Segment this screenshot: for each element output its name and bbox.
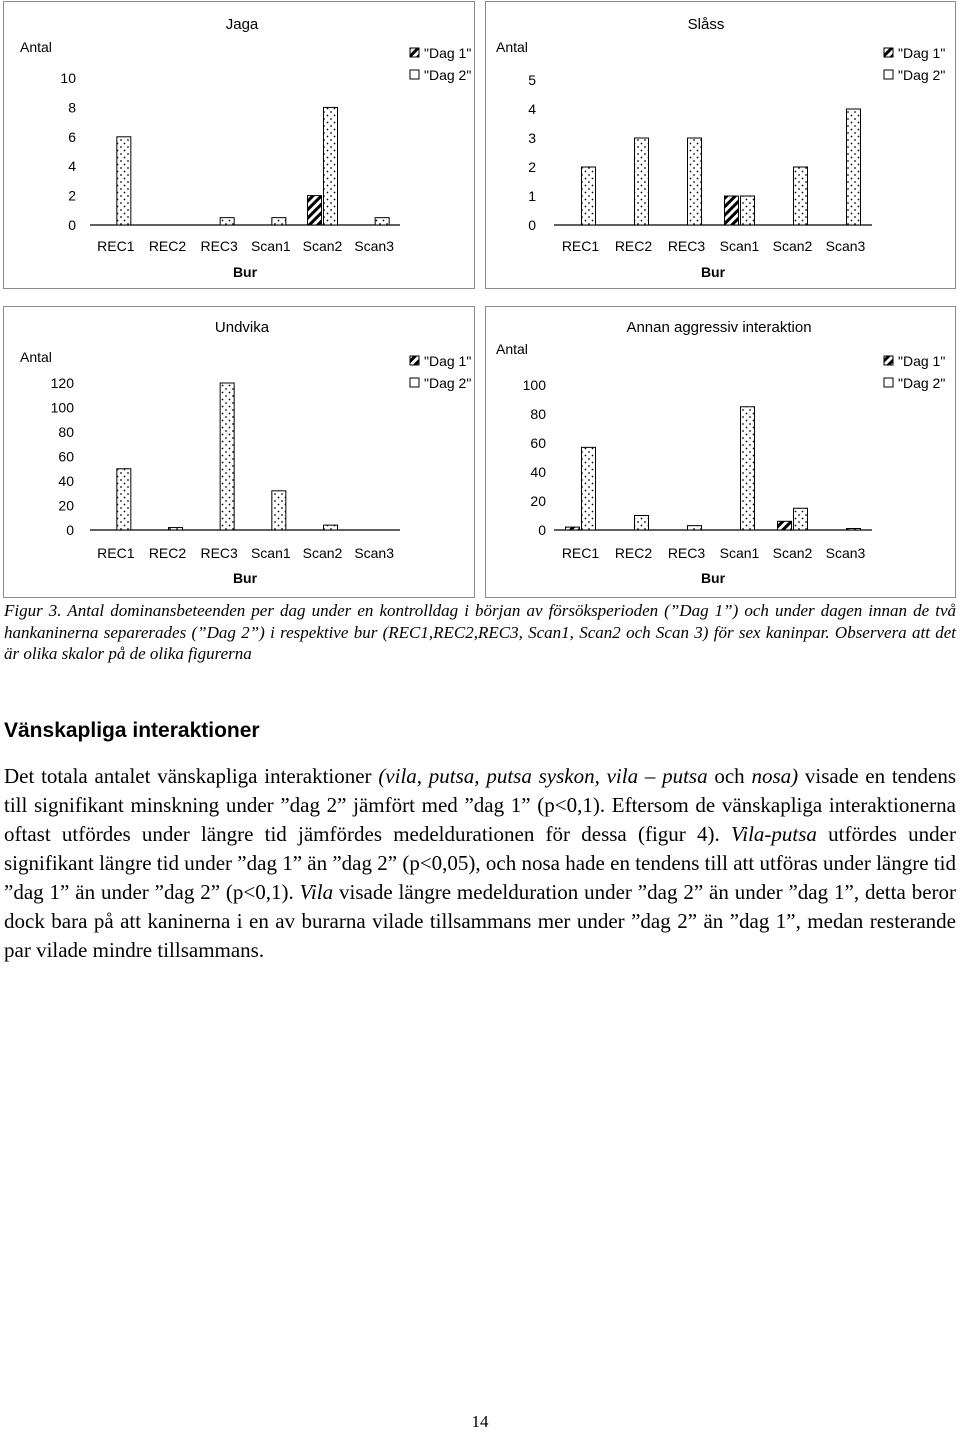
x-tick-label: REC1: [561, 238, 600, 254]
body-text-1: Det totala antalet vänskapliga interaktioner: [4, 764, 379, 788]
y-tick-label: 8: [68, 99, 76, 116]
y-tick-label: 100: [522, 377, 546, 393]
x-tick-label: Scan1: [719, 238, 760, 254]
body-italic-1: (vila, putsa, putsa syskon, vila – putsa: [378, 764, 708, 788]
chart-title: Undvika: [214, 319, 270, 336]
bar-dag2-scan3: [375, 218, 389, 225]
caption-text: Antal dominansbeteenden per dag under en kontrolldag i början av försöksperioden (”Dag 1”) och under dagen innan de två hankaninerna separerades (”Dag 2”) i respektive bur (REC1,REC2,REC3, Scan1, Scan2 och Scan 3) för sex kaninpar. Observera att det är olika skalor på de olika figurerna: [4, 601, 956, 663]
x-axis-label: Bur: [232, 264, 258, 280]
y-tick-label: 40: [530, 464, 546, 480]
body-text-2: och: [707, 764, 752, 788]
chart-title: Slåss: [687, 16, 725, 33]
bar-dag2-rec1: [117, 469, 131, 530]
chart-jaga-svg: [4, 2, 474, 288]
y-tick-label: 0: [538, 522, 546, 538]
y-axis-label: Antal: [20, 349, 52, 365]
bar-dag1-rec1: [566, 527, 580, 530]
y-tick-label: 4: [528, 101, 536, 117]
legend-label-dag2: "Dag 2": [898, 67, 946, 83]
body-italic-2: nosa): [751, 764, 799, 788]
bar-dag2-scan2: [794, 508, 808, 530]
y-tick-label: 2: [68, 187, 76, 204]
y-tick-label: 6: [68, 128, 76, 145]
chart-slass-svg: [486, 2, 955, 288]
bar-dag2-scan1: [272, 491, 286, 530]
body-text-5: visade längre medelduration under ”dag 2” än under ”dag 1”, detta beror dock bara på att kaninerna i en av burarna vilade tillsammans mer under ”dag 2” än ”dag 1”, medan resterande par vilade mindre tillsammans.: [4, 880, 956, 962]
legend-swatch-dag2: [884, 70, 893, 79]
chart-slass: [485, 1, 956, 289]
bar-dag2-scan2: [324, 107, 338, 225]
x-tick-label: Scan2: [772, 545, 813, 561]
bar-dag2-rec1: [117, 137, 131, 225]
x-tick-label: Scan2: [302, 238, 343, 254]
bar-dag2-rec3: [688, 526, 702, 530]
y-tick-label: 1: [528, 188, 536, 204]
x-tick-label: Scan3: [825, 238, 866, 254]
x-tick-label: REC3: [200, 238, 238, 254]
y-tick-label: 10: [60, 70, 76, 86]
x-tick-label: Scan1: [250, 238, 291, 254]
body-italic-3: Vila-putsa: [730, 822, 817, 846]
body-text-3: visade en tendens till signifikant minskning under ”dag 2” jämfört med ”dag 1” (p<0,1). Eftersom de vänskapliga interaktionerna oftast utfördes under längre tid jämfördes medeldurationen för dessa (figur 4).: [4, 764, 956, 846]
bar-dag2-scan1: [272, 218, 286, 225]
x-tick-label: Scan3: [354, 545, 395, 561]
x-tick-label: Scan1: [250, 545, 291, 561]
bar-dag2-rec3: [220, 383, 234, 530]
chart-annan-aggressiv-svg: [486, 307, 955, 597]
x-tick-label: REC2: [148, 238, 187, 254]
x-tick-label: REC3: [200, 545, 238, 561]
x-tick-label: REC3: [667, 545, 706, 561]
body-paragraph: [4, 762, 956, 965]
y-tick-label: 100: [50, 399, 74, 416]
bar-dag2-rec3: [220, 218, 234, 225]
legend-swatch-dag2: [410, 70, 419, 79]
y-tick-label: 20: [58, 497, 74, 514]
y-tick-label: 5: [528, 72, 536, 88]
y-tick-label: 4: [68, 158, 76, 175]
chart-undvika-svg: [4, 307, 474, 597]
y-tick-label: 80: [58, 424, 74, 440]
x-tick-label: REC1: [97, 545, 135, 561]
legend-label-dag1: "Dag 1": [424, 353, 472, 369]
chart-jaga: [3, 1, 475, 289]
bar-dag2-rec2: [635, 516, 649, 531]
bar-dag2-rec2: [169, 528, 183, 530]
bar-dag1-scan1: [725, 196, 739, 225]
legend-swatch-dag2: [410, 378, 419, 387]
y-axis-label: Antal: [496, 341, 528, 357]
legend-label-dag1: "Dag 1": [424, 45, 472, 61]
legend-swatch-dag2: [884, 378, 893, 387]
y-tick-label: 20: [530, 493, 546, 509]
y-tick-label: 0: [528, 217, 536, 233]
legend-swatch-dag1: [884, 48, 893, 57]
y-tick-label: 60: [530, 435, 546, 451]
legend-swatch-dag1: [410, 356, 419, 365]
bar-dag1-scan2: [778, 521, 792, 530]
x-tick-label: REC2: [614, 238, 653, 254]
bar-dag2-rec1: [582, 167, 596, 225]
body-italic-4: Vila: [299, 880, 334, 904]
chart-title: Annan aggressiv interaktion: [626, 319, 812, 336]
y-tick-label: 60: [58, 448, 74, 465]
legend-label-dag2: "Dag 2": [424, 375, 472, 391]
bar-dag2-rec1: [582, 447, 596, 530]
legend-label-dag2: "Dag 2": [424, 67, 472, 83]
legend-label-dag1: "Dag 1": [898, 353, 946, 369]
bar-dag2-scan1: [741, 407, 755, 530]
x-tick-label: REC1: [97, 238, 135, 254]
bar-dag2-scan2: [324, 525, 338, 530]
y-tick-label: 0: [66, 522, 74, 538]
bar-dag2-scan1: [741, 196, 755, 225]
y-tick-label: 40: [58, 473, 74, 489]
legend-label-dag2: "Dag 2": [898, 375, 946, 391]
caption-label: Figur 3.: [4, 601, 62, 620]
x-tick-label: REC1: [561, 545, 600, 561]
x-tick-label: Scan3: [354, 238, 395, 254]
y-tick-label: 0: [68, 217, 76, 233]
bar-dag2-scan3: [847, 529, 861, 531]
x-axis-label: Bur: [232, 570, 258, 586]
chart-annan-aggressiv: [485, 306, 956, 598]
legend-swatch-dag1: [410, 48, 419, 57]
x-tick-label: Scan3: [825, 545, 866, 561]
y-tick-label: 3: [528, 130, 536, 146]
y-axis-label: Antal: [496, 39, 528, 55]
x-tick-label: Scan2: [772, 238, 813, 254]
x-axis-label: Bur: [700, 570, 726, 586]
x-tick-label: Scan2: [302, 545, 343, 561]
legend-swatch-dag1: [884, 356, 893, 365]
bar-dag2-scan2: [794, 167, 808, 225]
page-number: 14: [471, 1412, 489, 1431]
legend-label-dag1: "Dag 1": [898, 45, 946, 61]
y-tick-label: 120: [50, 375, 74, 391]
bar-dag1-scan2: [308, 196, 322, 225]
figure-caption: [4, 600, 956, 665]
bar-dag2-rec3: [688, 138, 702, 225]
y-tick-label: 2: [528, 159, 536, 175]
x-axis-label: Bur: [700, 264, 726, 280]
y-tick-label: 80: [530, 406, 546, 422]
x-tick-label: REC2: [148, 545, 187, 561]
bar-dag2-scan3: [847, 109, 861, 225]
x-tick-label: REC2: [614, 545, 653, 561]
chart-undvika: [3, 306, 475, 598]
body-text-4: utfördes under signifikant längre tid under ”dag 1” än ”dag 2” (p<0,05), och nosa hade en tendens till att utföras under längre tid ”dag 1” än under ”dag 2” (p<0,1).: [4, 822, 956, 904]
bar-dag2-rec2: [635, 138, 649, 225]
x-tick-label: Scan1: [719, 545, 760, 561]
x-tick-label: REC3: [667, 238, 706, 254]
y-axis-label: Antal: [20, 39, 52, 55]
section-heading: Vänskapliga interaktioner: [4, 719, 260, 742]
chart-title: Jaga: [225, 16, 259, 33]
